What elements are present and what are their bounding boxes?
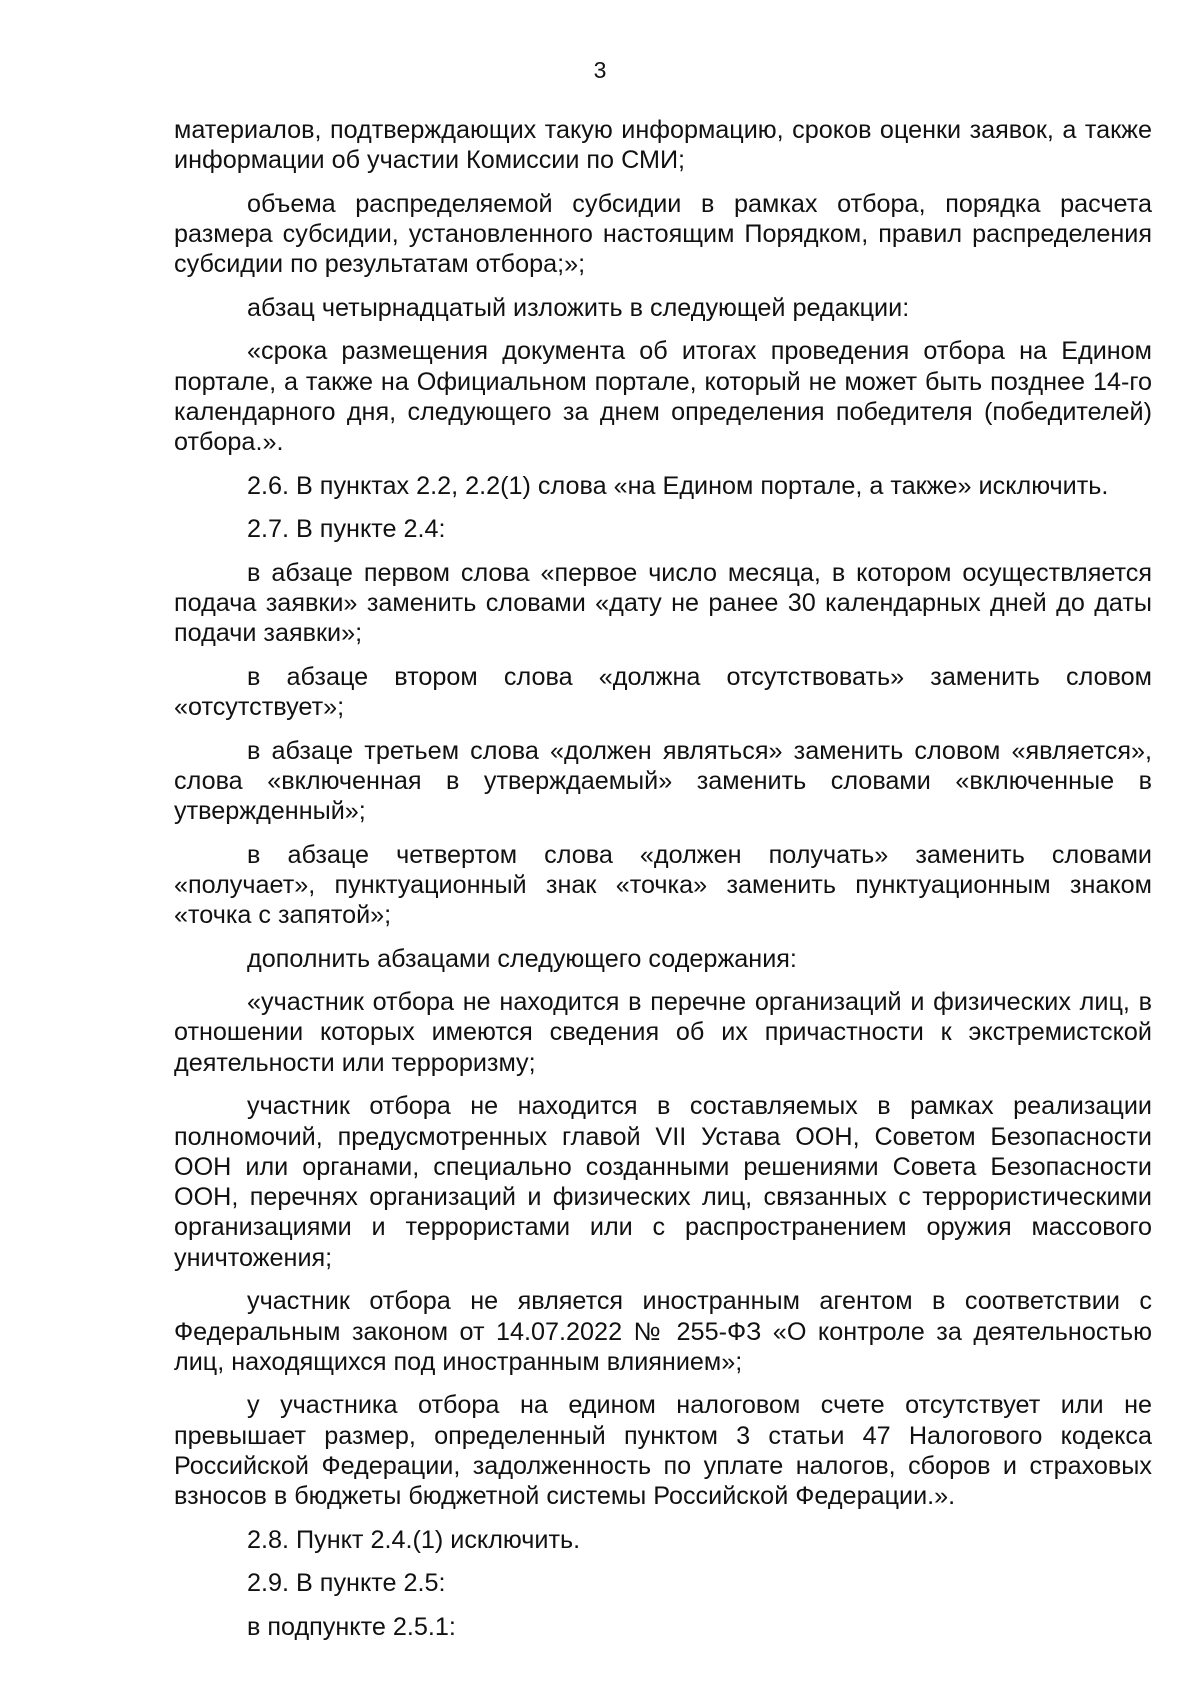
paragraph: у участника отбора на едином налоговом счете отсутствует или не превышает размер, определенный пунктом 3 статьи 47 Налогового кодекса Российской Федерации, задолженность по уплате налогов, сборов и страховых взносов в бюджеты бюджетной системы Российской Федерации.».	[174, 1391, 1152, 1511]
paragraph: в абзаце втором слова «должна отсутствовать» заменить словом «отсутствует»;	[174, 662, 1152, 722]
paragraph: в абзаце четвертом слова «должен получать» заменить словами «получает», пунктуационный знак «точка» заменить пунктуационным знаком «точка с запятой»;	[174, 840, 1152, 930]
paragraph: участник отбора не является иностранным агентом в соответствии с Федеральным законом от 14.07.2022 № 255-ФЗ «О контроле за деятельностью лиц, находящихся под иностранным влиянием»;	[174, 1287, 1152, 1376]
document-body	[174, 115, 1152, 1655]
paragraph: 2.8. Пункт 2.4.(1) исключить.	[247, 1525, 581, 1554]
paragraph: в абзаце первом слова «первое число месяца, в котором осуществляется подача заявки» заменить словами «дату не ранее 30 календарных дней до даты подачи заявки»;	[174, 558, 1152, 648]
paragraph: абзац четырнадцатый изложить в следующей редакции:	[247, 293, 910, 322]
paragraph: «участник отбора не находится в перечне организаций и физических лиц, в отношении которых имеются сведения об их причастности к экстремистской деятельности или терроризму;	[174, 988, 1152, 1077]
paragraph: «срока размещения документа об итогах проведения отбора на Едином портале, а также на Официальном портале, который не может быть позднее 14-го календарного дня, следующего за днем определения победителя (победителей) отбора.».	[174, 337, 1152, 457]
paragraph: в подпункте 2.5.1:	[247, 1612, 456, 1641]
paragraph: 2.7. В пункте 2.4:	[247, 515, 446, 544]
paragraph: 2.6. В пунктах 2.2, 2.2(1) слова «на Едином портале, а также» исключить.	[247, 471, 1109, 500]
paragraph: материалов, подтверждающих такую информацию, сроков оценки заявок, а также информации об участии Комиссии по СМИ;	[174, 116, 1152, 175]
paragraph: 2.9. В пункте 2.5:	[247, 1569, 446, 1598]
paragraph: в абзаце третьем слова «должен являться» заменить словом «является», слова «включенная в утверждаемый» заменить словами «включенные в утвержденный»;	[174, 736, 1152, 826]
paragraph: участник отбора не находится в составляемых в рамках реализации полномочий, предусмотренных главой VII Устава ООН, Советом Безопасности ООН или органами, специально созданными решениями Совета Безопасности ООН, перечнях организаций и физических лиц, связанных с террористическими организациями и террористами или с распространением оружия массового уничтожения;	[174, 1092, 1152, 1272]
page-number: 3	[593, 57, 607, 83]
paragraph: дополнить абзацами следующего содержания:	[247, 944, 797, 973]
paragraph: объема распределяемой субсидии в рамках отбора, порядка расчета размера субсидии, установленного настоящим Порядком, правил распределения субсидии по результатам отбора;»;	[174, 189, 1152, 279]
